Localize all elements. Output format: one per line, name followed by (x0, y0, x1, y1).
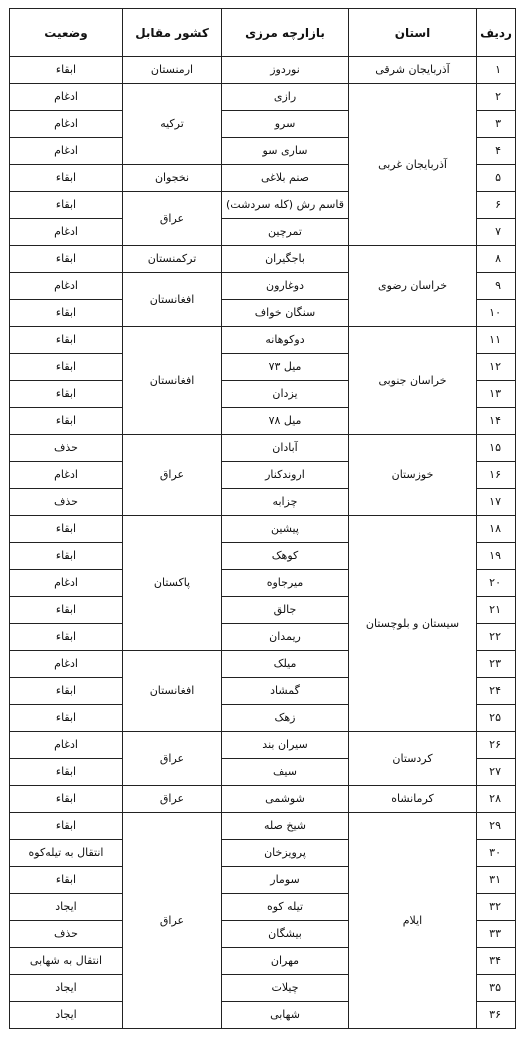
market-cell: گمشاد (222, 678, 349, 705)
status-cell: ادغام (10, 651, 123, 678)
status-cell: ایجاد (10, 894, 123, 921)
status-cell: ابقاء (10, 381, 123, 408)
market-cell: شوشمی (222, 786, 349, 813)
status-cell: ابقاء (10, 543, 123, 570)
market-cell: تمرچین (222, 219, 349, 246)
status-cell: ابقاء (10, 165, 123, 192)
status-cell: ادغام (10, 732, 123, 759)
status-cell: انتقال به تیله‌کوه (10, 840, 123, 867)
province-cell: خراسان جنوبی (349, 327, 477, 435)
row-index: ۲۳ (477, 651, 516, 678)
row-index: ۳ (477, 111, 516, 138)
header-market: بازارچه مرزی (222, 9, 349, 57)
market-cell: شیخ صله (222, 813, 349, 840)
market-cell: تیله کوه (222, 894, 349, 921)
market-cell: مهران (222, 948, 349, 975)
country-cell: نخجوان (123, 165, 222, 192)
market-cell: ساری سو (222, 138, 349, 165)
row-index: ۲۲ (477, 624, 516, 651)
province-cell: سیستان و بلوچستان (349, 516, 477, 732)
table-row (10, 327, 516, 354)
market-cell: یزدان (222, 381, 349, 408)
row-index: ۴ (477, 138, 516, 165)
row-index: ۸ (477, 246, 516, 273)
row-index: ۲ (477, 84, 516, 111)
province-cell: خراسان رضوی (349, 246, 477, 327)
table-row (10, 84, 516, 111)
market-cell: میل ۷۸ (222, 408, 349, 435)
market-cell: پیشین (222, 516, 349, 543)
market-cell: اروندکنار (222, 462, 349, 489)
market-cell: چزابه (222, 489, 349, 516)
status-cell: انتقال به شهابی (10, 948, 123, 975)
market-cell: میلک (222, 651, 349, 678)
province-cell: آذربایجان شرقی (349, 57, 477, 84)
country-cell: عراق (123, 732, 222, 786)
province-cell: آذربایجان غربی (349, 84, 477, 246)
header-index: ردیف (477, 9, 516, 57)
status-cell: حذف (10, 921, 123, 948)
market-cell: شهابی (222, 1002, 349, 1029)
header-country: کشور مقابل (123, 9, 222, 57)
market-cell: سنگان خواف (222, 300, 349, 327)
row-index: ۳۱ (477, 867, 516, 894)
status-cell: ادغام (10, 138, 123, 165)
row-index: ۱۴ (477, 408, 516, 435)
country-cell: افغانستان (123, 327, 222, 435)
row-index: ۲۵ (477, 705, 516, 732)
row-index: ۱۸ (477, 516, 516, 543)
market-cell: صنم بلاغی (222, 165, 349, 192)
row-index: ۳۴ (477, 948, 516, 975)
status-cell: ابقاء (10, 516, 123, 543)
country-cell: عراق (123, 813, 222, 1029)
market-cell: سیران بند (222, 732, 349, 759)
row-index: ۱۳ (477, 381, 516, 408)
status-cell: ایجاد (10, 975, 123, 1002)
header-status: وضعیت (10, 9, 123, 57)
market-cell: قاسم رش (کله سردشت) (222, 192, 349, 219)
status-cell: ابقاء (10, 813, 123, 840)
status-cell: ابقاء (10, 786, 123, 813)
country-cell: پاکستان (123, 516, 222, 651)
province-cell: کرمانشاه (349, 786, 477, 813)
table-row (10, 786, 516, 813)
country-cell: افغانستان (123, 651, 222, 732)
country-cell: عراق (123, 786, 222, 813)
status-cell: حذف (10, 435, 123, 462)
status-cell: ادغام (10, 273, 123, 300)
market-cell: نوردوز (222, 57, 349, 84)
market-cell: کوهک (222, 543, 349, 570)
row-index: ۱۲ (477, 354, 516, 381)
market-cell: پرویزخان (222, 840, 349, 867)
table-row (10, 435, 516, 462)
status-cell: ابقاء (10, 327, 123, 354)
row-index: ۲۱ (477, 597, 516, 624)
market-cell: رازی (222, 84, 349, 111)
status-cell: ابقاء (10, 408, 123, 435)
table-row (10, 57, 516, 84)
status-cell: ابقاء (10, 624, 123, 651)
row-index: ۳۳ (477, 921, 516, 948)
table-row (10, 732, 516, 759)
row-index: ۲۸ (477, 786, 516, 813)
market-cell: سومار (222, 867, 349, 894)
status-cell: ابقاء (10, 300, 123, 327)
status-cell: ابقاء (10, 597, 123, 624)
market-cell: دوغارون (222, 273, 349, 300)
status-cell: ابقاء (10, 867, 123, 894)
row-index: ۵ (477, 165, 516, 192)
table-row (10, 246, 516, 273)
province-cell: کردستان (349, 732, 477, 786)
country-cell: ارمنستان (123, 57, 222, 84)
market-cell: زهک (222, 705, 349, 732)
row-index: ۱۰ (477, 300, 516, 327)
row-index: ۱ (477, 57, 516, 84)
market-cell: چیلات (222, 975, 349, 1002)
row-index: ۷ (477, 219, 516, 246)
market-cell: سیف (222, 759, 349, 786)
row-index: ۳۵ (477, 975, 516, 1002)
status-cell: ادغام (10, 111, 123, 138)
status-cell: ابقاء (10, 705, 123, 732)
status-cell: ابقاء (10, 354, 123, 381)
province-cell: ایلام (349, 813, 477, 1029)
market-cell: آبادان (222, 435, 349, 462)
row-index: ۲۶ (477, 732, 516, 759)
country-cell: ترکمنستان (123, 246, 222, 273)
status-cell: ابقاء (10, 57, 123, 84)
status-cell: ابقاء (10, 246, 123, 273)
status-cell: ادغام (10, 462, 123, 489)
market-cell: میل ۷۳ (222, 354, 349, 381)
table-row (10, 813, 516, 840)
table-row (10, 516, 516, 543)
row-index: ۹ (477, 273, 516, 300)
border-markets-table (9, 8, 516, 1029)
country-cell: افغانستان (123, 273, 222, 327)
market-cell: جالق (222, 597, 349, 624)
row-index: ۲۷ (477, 759, 516, 786)
country-cell: عراق (123, 192, 222, 246)
market-cell: ریمدان (222, 624, 349, 651)
status-cell: ادغام (10, 84, 123, 111)
row-index: ۳۶ (477, 1002, 516, 1029)
row-index: ۶ (477, 192, 516, 219)
province-cell: خوزستان (349, 435, 477, 516)
row-index: ۲۴ (477, 678, 516, 705)
status-cell: حذف (10, 489, 123, 516)
status-cell: ادغام (10, 219, 123, 246)
row-index: ۳۰ (477, 840, 516, 867)
market-cell: باجگیران (222, 246, 349, 273)
country-cell: ترکیه (123, 84, 222, 165)
header-row (10, 9, 516, 57)
market-cell: سرو (222, 111, 349, 138)
row-index: ۱۷ (477, 489, 516, 516)
market-cell: بیشگان (222, 921, 349, 948)
row-index: ۱۱ (477, 327, 516, 354)
row-index: ۱۶ (477, 462, 516, 489)
row-index: ۱۹ (477, 543, 516, 570)
header-province: استان (349, 9, 477, 57)
market-cell: دوکوهانه (222, 327, 349, 354)
status-cell: ابقاء (10, 192, 123, 219)
status-cell: ابقاء (10, 678, 123, 705)
row-index: ۳۲ (477, 894, 516, 921)
status-cell: ادغام (10, 570, 123, 597)
market-cell: میرجاوه (222, 570, 349, 597)
row-index: ۲۹ (477, 813, 516, 840)
row-index: ۱۵ (477, 435, 516, 462)
country-cell: عراق (123, 435, 222, 516)
status-cell: ابقاء (10, 759, 123, 786)
row-index: ۲۰ (477, 570, 516, 597)
status-cell: ایجاد (10, 1002, 123, 1029)
